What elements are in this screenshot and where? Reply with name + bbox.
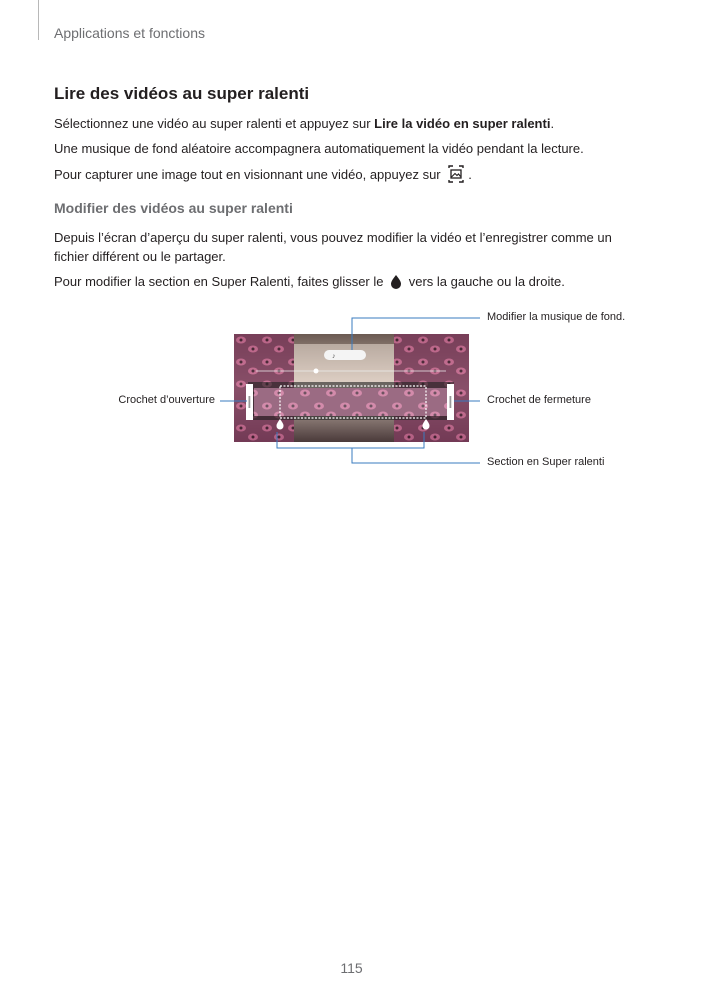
paragraph-text: Sélectionnez une vidéo au super ralenti et appuyez sur (54, 116, 375, 131)
callout-super-slow-section: Section en Super ralenti (487, 456, 605, 468)
subsection-title: Modifier des vidéos au super ralenti (54, 200, 293, 216)
paragraph-text: . (550, 116, 555, 131)
paragraph-edit-intro-line2: fichier différent ou le partager. (54, 249, 226, 264)
paragraph-text: vers la gauche ou la droite. (405, 274, 565, 289)
paragraph-text: Pour capturer une image tout en visionnant une vidéo, appuyez sur (54, 167, 445, 182)
running-header: Applications et fonctions (54, 25, 205, 41)
paragraph-edit-intro-line1: Depuis l’écran d’aperçu du super ralenti, vous pouvez modifier la vidéo et l’enregistrer comme un (54, 230, 612, 245)
callout-opening-bracket: Crochet d’ouverture (118, 394, 215, 406)
paragraph-text: Pour modifier la section en Super Ralenti, faites glisser le (54, 274, 388, 289)
callout-closing-bracket: Crochet de fermeture (487, 394, 591, 406)
music-note-icon: ♪ (332, 353, 336, 360)
section-title: Lire des vidéos au super ralenti (54, 84, 310, 103)
page-number: 115 (340, 960, 363, 976)
paragraph-text: . (468, 167, 472, 182)
button-name-emphasis: Lire la vidéo en super ralenti (374, 116, 551, 131)
paragraph-background-music: Une musique de fond aléatoire accompagnera automatiquement la vidéo pendant la lecture. (54, 141, 584, 156)
callout-background-music: Modifier la musique de fond. (487, 311, 626, 323)
